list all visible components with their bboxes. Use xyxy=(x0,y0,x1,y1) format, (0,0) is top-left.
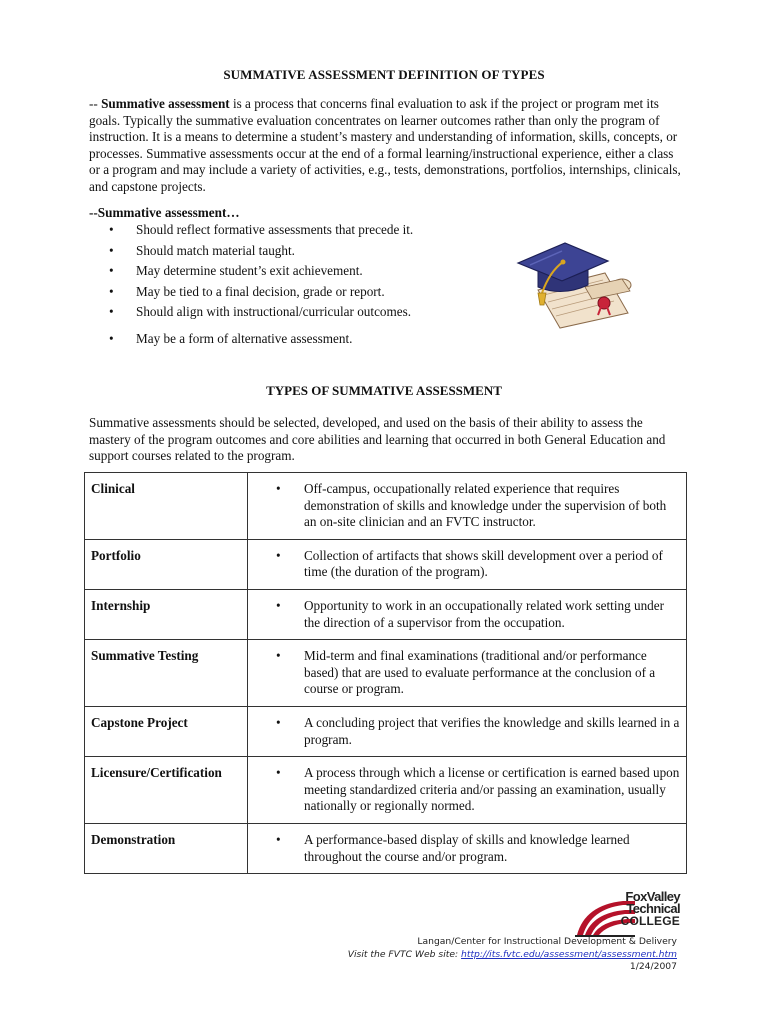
logo-line-1: FoxValley xyxy=(625,889,680,904)
list-heading: --Summative assessment… xyxy=(89,205,240,220)
footer xyxy=(277,936,677,974)
section-intro: Summative assessments should be selected, developed, and used on the basis of their ability to assess the mastery of the program outcomes and core abilities and learning that occurred in both General Education and support courses related to the program. xyxy=(89,415,666,464)
fvtc-logo xyxy=(575,891,680,937)
type-description: • Mid-term and final examinations (traditional and/or performance based) that are used to evaluate performance at the conclusion of a course or program. xyxy=(304,648,656,697)
footer-site-line xyxy=(277,949,677,962)
type-description: • A concluding project that verifies the knowledge and skills learned in a program. xyxy=(304,714,680,747)
type-name: Internship xyxy=(85,589,248,639)
section-title: TYPES OF SUMMATIVE ASSESSMENT xyxy=(266,383,502,398)
type-description: • Opportunity to work in an occupationally related work setting under the direction of a supervisor from the occupation. xyxy=(304,597,665,630)
type-description-cell xyxy=(248,473,687,540)
type-description: • A performance-based display of skills and knowledge learned throughout the course and/or program. xyxy=(304,831,630,864)
bullet-item: • May determine student’s exit achievement. xyxy=(107,263,467,284)
footer-site-link[interactable]: http://its.fvtc.edu/assessment/assessment.htm xyxy=(461,948,677,960)
type-description-cell xyxy=(248,757,687,824)
table-row xyxy=(85,589,687,639)
table-row xyxy=(85,473,687,540)
summative-bullet-list xyxy=(107,222,467,351)
intro-lead: -- xyxy=(89,96,102,111)
footer-date: 1/24/2007 xyxy=(629,961,677,973)
graduation-cap-diploma-illustration xyxy=(510,235,640,330)
page-title: SUMMATIVE ASSESSMENT DEFINITION OF TYPES xyxy=(223,67,545,82)
type-description: • A process through which a license or certification is earned based upon meeting standardized criteria and/or passing an examination, usually nationally or regionally normed. xyxy=(304,765,680,814)
assessment-types-table xyxy=(84,472,687,874)
footer-credit: Langan/Center for Instructional Development & Delivery xyxy=(417,936,677,947)
type-description-cell xyxy=(248,823,687,873)
intro-text: is a process that concerns final evaluation to ask if the project or program met its goals. Typically the summative evaluation concentrates on learner outcomes rather than only the program of instruction. It is a means to determine a student’s mastery and understanding of information, skills, concepts, or processes. Summative assessments occur at the end of a formal learning/instructional experience, either a class or a program and may include a variety of activities, e.g., tests, demonstrations, portfolios, internships, clinicals, and capstone projects. xyxy=(89,96,681,194)
type-description: • Collection of artifacts that shows skill development over a period of time (the duration of the program). xyxy=(304,547,663,580)
logo-line-3: COLLEGE xyxy=(620,914,680,928)
type-description-cell xyxy=(248,640,687,707)
type-description-cell xyxy=(248,589,687,639)
table-row xyxy=(85,640,687,707)
intro-paragraph xyxy=(89,96,684,196)
bullet-item: • May be a form of alternative assessment. xyxy=(107,331,467,352)
type-name: Capstone Project xyxy=(85,706,248,756)
type-description: • Off-campus, occupationally related experience that requires demonstration of skills and knowledge under the supervision of both an on-site clinician and an FVTC instructor. xyxy=(304,481,667,530)
type-name: Portfolio xyxy=(85,539,248,589)
bullet-item: • May be tied to a final decision, grade or report. xyxy=(107,284,467,305)
bullet-item: • Should reflect formative assessments that precede it. xyxy=(107,222,467,243)
type-name: Demonstration xyxy=(85,823,248,873)
footer-site-prefix: Visit the FVTC Web site: xyxy=(347,948,462,960)
type-description-cell xyxy=(248,539,687,589)
table-row xyxy=(85,757,687,824)
table-row xyxy=(85,706,687,756)
logo-line-2: Technical xyxy=(626,901,680,916)
type-description-cell xyxy=(248,706,687,756)
bullet-item: • Should match material taught. xyxy=(107,243,467,264)
bullet-item: • Should align with instructional/curricular outcomes. xyxy=(107,304,467,325)
table-row xyxy=(85,539,687,589)
type-name: Licensure/Certification xyxy=(85,757,248,824)
type-name: Summative Testing xyxy=(85,640,248,707)
intro-term: Summative assessment xyxy=(101,96,230,111)
type-name: Clinical xyxy=(85,473,248,540)
table-row xyxy=(85,823,687,873)
